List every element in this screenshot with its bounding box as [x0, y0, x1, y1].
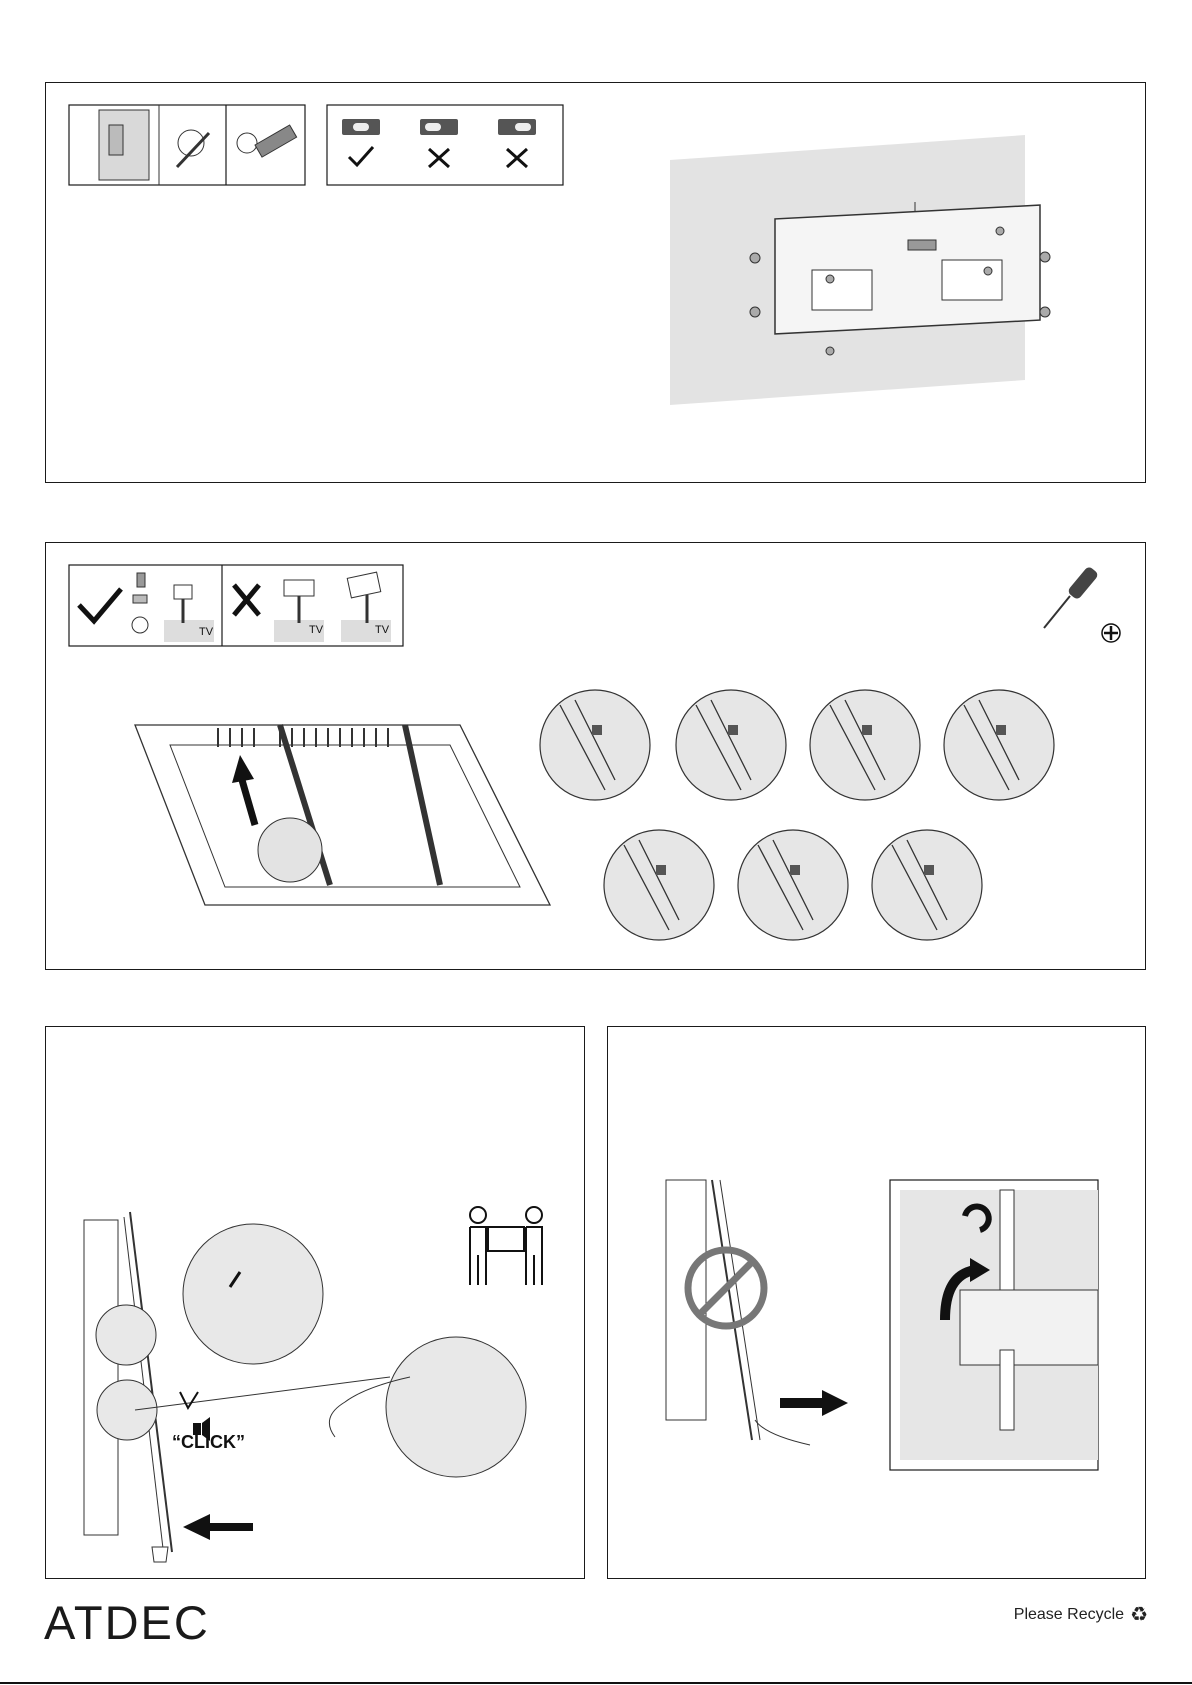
- click-sound-label: “CLICK”: [172, 1432, 245, 1452]
- hardware-fit-guide: [69, 565, 403, 646]
- magnetic-lock-zoom: [890, 1180, 1098, 1470]
- drill-mark-illustration: [69, 105, 305, 185]
- level-check-illustration: [327, 105, 563, 185]
- hang-tv-illustration: [80, 1212, 530, 1567]
- bracket-zoom-sequence: [535, 690, 1055, 950]
- wall-plate-illustration: [660, 130, 1100, 410]
- page-bottom-rule: [0, 1682, 1192, 1684]
- recycle-label: Please Recycle: [1013, 1605, 1125, 1623]
- no-tilt-illustration: [660, 1180, 860, 1470]
- tv-label-wrong-a: TV: [309, 624, 324, 636]
- tv-label-wrong-b: TV: [375, 624, 390, 636]
- recycle-icon: ♻: [1130, 1604, 1148, 1626]
- tv-back-illustration: [130, 715, 555, 915]
- tv-label-correct: TV: [199, 626, 214, 638]
- brand-logo: ATDEC: [44, 1596, 210, 1649]
- recycle-note: [1014, 1602, 1148, 1627]
- screwdriver-icon: [1040, 562, 1120, 646]
